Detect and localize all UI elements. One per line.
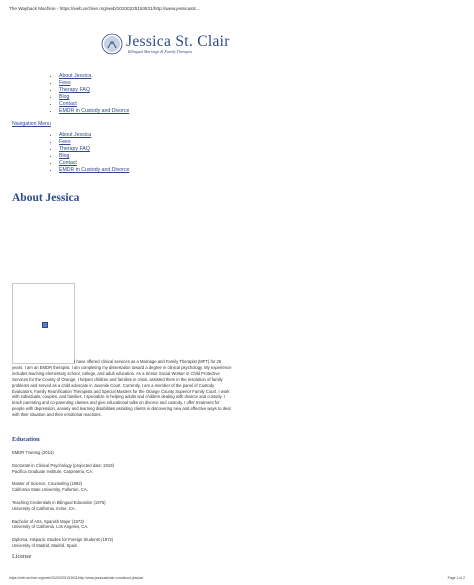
menu-item-contact <box>59 101 129 108</box>
education-item <box>12 519 114 531</box>
mobile-menu-item-faq <box>59 146 129 153</box>
mobile-link-blog[interactable]: Blog <box>59 153 70 159</box>
education-item <box>12 463 114 475</box>
education-school: California State University, Fullerton, CA. <box>12 487 88 493</box>
education-degree: Master of Science, Counseling (1992) <box>12 481 83 487</box>
mobile-link-contact[interactable]: Contact <box>59 160 77 166</box>
page-number: Page 1 of 2 <box>447 576 465 580</box>
logo-tagline: Bilingual Marriage & Family Therapist <box>128 49 192 54</box>
menu-link-blog[interactable]: Blog <box>59 94 70 100</box>
profile-photo <box>12 283 75 364</box>
bio-body: years. I am an EMDR therapist. I am completing my dissertation toward a degree in clinical psychology. My experience includes teaching elementary school, college, and adult education. As a Senior Social Worker in Child Protective Services for the County of Orange, I helped children and families in crisis, assisted them in the resolution of family problems and served as a child advocate in Juvenile Court. Currently, I am a member of the panel of Custody Evaluators, Family Reunification Therapists and Special Masters for the Orange County Superior Family Court. I work with individuals, couples, and families. I specialize in helping adults and children dealing with divorce and custody. I teach parenting and co-parenting classes and give educational talks on divorce and custody. I offer treatment for people with depression, anxiety and learning disabilities assisting clients in discovering new and effective ways to deal with their situation and their emotional reactions. <box>12 364 232 418</box>
site-logo[interactable] <box>101 33 230 55</box>
education-degree: Doctorate in Clinical Psychology (projected date: 2019) <box>12 462 114 468</box>
broken-image-icon <box>42 322 48 328</box>
education-school: University of California, Los Angeles, CA. <box>12 524 89 530</box>
education-degree: Diploma, Hispanic Studies for Foreign Students (1972) <box>12 537 114 543</box>
menu-link-about[interactable]: About Jessica <box>59 73 92 79</box>
mobile-menu-item-contact <box>59 160 129 167</box>
bio-first-line: I have offered clinical services as a Marriage and Family Therapist (MFT) for 25 <box>74 359 222 364</box>
education-school: Pacifica Graduate Institute, Carpinteria, CA. <box>12 468 94 474</box>
mobile-link-faq[interactable]: Therapy FAQ <box>59 146 90 152</box>
education-degree: EMDR Training (2014) <box>12 450 54 455</box>
menu-item-about <box>59 73 129 80</box>
mobile-link-emdr[interactable]: EMDR in Custody and Divorce <box>59 167 130 173</box>
mobile-menu-item-emdr <box>59 167 129 174</box>
mobile-menu <box>45 132 129 174</box>
menu-item-blog <box>59 94 129 101</box>
mobile-link-about[interactable]: About Jessica <box>59 132 92 138</box>
education-item <box>12 481 114 493</box>
mobile-link-fees[interactable]: Fees <box>59 139 71 145</box>
logo-emblem-icon <box>101 33 123 55</box>
education-item <box>12 537 114 549</box>
navigation-menu-toggle[interactable]: Navigation Menu <box>12 121 51 127</box>
menu-link-contact[interactable]: Contact <box>59 101 77 107</box>
menu-link-fees[interactable]: Fees <box>59 80 71 86</box>
bio-paragraph <box>12 359 232 418</box>
license-heading: License <box>12 553 32 560</box>
footer-url: https://web.archive.org/web/20200225153631/http://www.jessicastclair.com/about-jessica/ <box>9 576 144 580</box>
education-item <box>12 500 114 512</box>
education-school: University of California, Irvine, CA. <box>12 505 76 511</box>
logo-name: Jessica St. Clair <box>126 33 230 50</box>
menu-item-fees <box>59 80 129 87</box>
education-degree: Bachelor of Arts, Spanish Major (1973) <box>12 518 84 524</box>
menu-item-faq <box>59 87 129 94</box>
mobile-menu-item-blog <box>59 153 129 160</box>
education-list <box>12 450 114 556</box>
education-heading: Education <box>12 436 40 443</box>
education-item <box>12 450 114 456</box>
menu-link-faq[interactable]: Therapy FAQ <box>59 87 90 93</box>
mobile-menu-item-about <box>59 132 129 139</box>
primary-menu <box>45 73 129 115</box>
education-school: University of Madrid, Madrid, Spain <box>12 542 78 548</box>
menu-item-emdr <box>59 108 129 115</box>
mobile-menu-item-fees <box>59 139 129 146</box>
education-degree: Teaching Credentials in Bilingual Education (1975) <box>12 499 106 505</box>
page-title: About Jessica <box>12 192 80 204</box>
window-title: The Wayback Machine - https://web.archive.org/web/20200225153631/http://www.jessicastc... <box>9 6 201 11</box>
menu-link-emdr[interactable]: EMDR in Custody and Divorce <box>59 108 130 114</box>
